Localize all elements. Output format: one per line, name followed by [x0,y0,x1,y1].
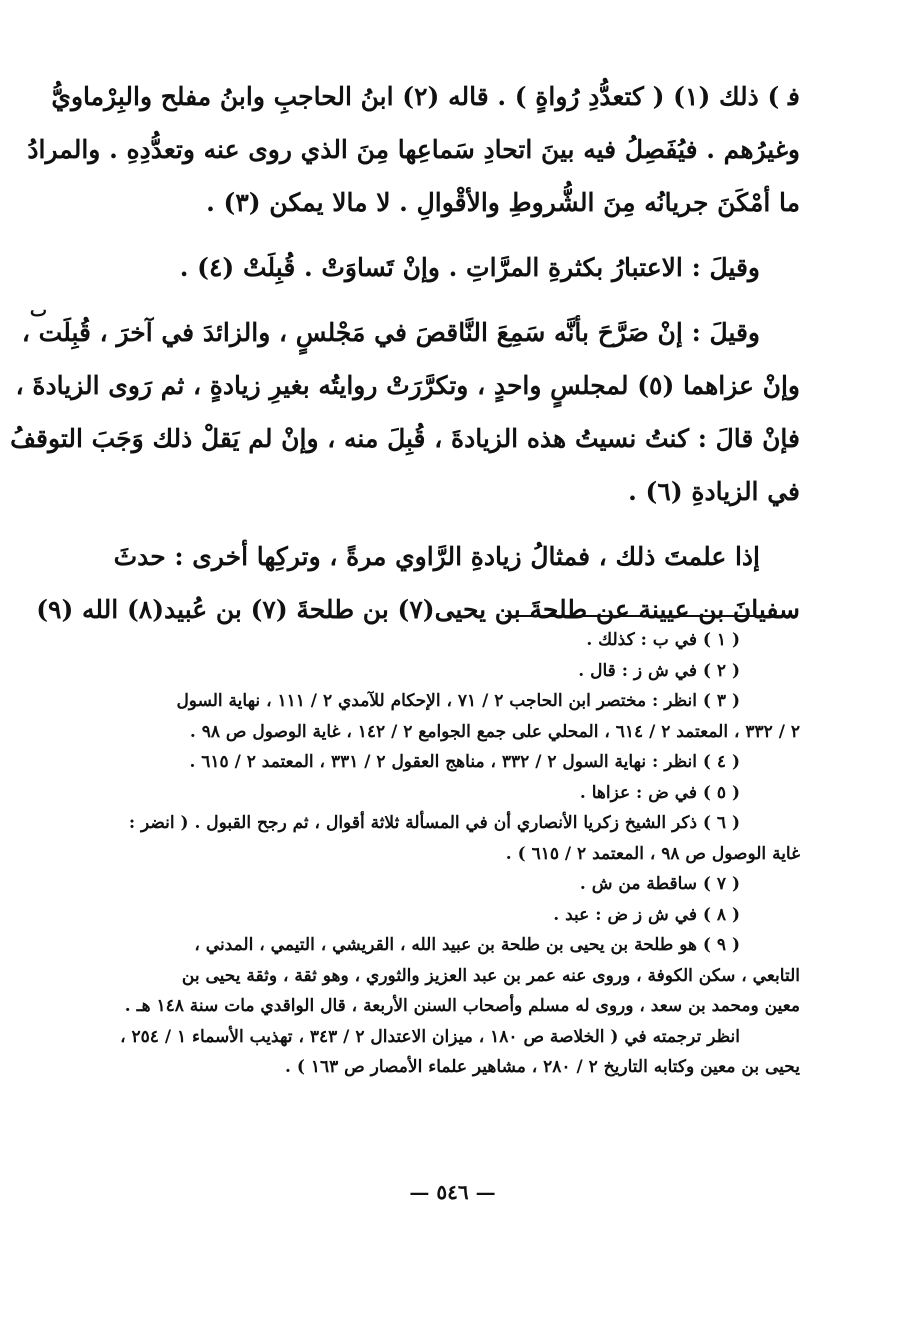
text-line: فإنْ قالَ : كنتُ نسيتُ هذه الزيادةَ ، قُبِلَ منه ، وإنْ لم يَقلْ ذلك وَجَبَ التوقفُ [10,424,800,453]
footnote-line: ( ٧ ) ساقطة من ش . [579,874,740,894]
footnote-line: غاية الوصول ص ٩٨ ، المعتمد ٢ / ٦١٥ ) . [505,843,800,864]
footnote-line: ( ٦ ) ذكر الشيخ زكريا الأنصاري أن في المسألة ثلاثة أقوال ، ثم رجح القبول . ( انضر : [128,813,740,833]
footnote-line: ( ٤ ) انظر : نهاية السول ٢ / ٣٣٢ ، مناهج العقول ٢ / ٣٣١ ، المعتمد ٢ / ٦١٥ . [189,752,740,772]
text-line: وقيلَ : إنْ صَرَّحَ بأنَّه سَمِعَ النَّاقصَ في مَجْلسٍ ، والزائدَ في آخرَ ، قُبِلَت ، [21,318,760,347]
footnote-line: ( ٣ ) انظر : مختصر ابن الحاجب ٢ / ٧١ ، الإحكام للآمدي ٢ / ١١١ ، نهاية السول [176,691,740,711]
paragraph [36,530,800,636]
text-line: ما أمْكَنَ جريانُه مِنَ الشُّروطِ والأقْوالِ . لا مالا يمكن (٣) . [206,188,800,217]
footnote-line: يحيى بن معين وكتابه التاريخ ٢ / ٢٨٠ ، مشاهير علماء الأمصار ص ١٦٣ ) . [285,1057,800,1077]
footnote-line: التابعي ، سكن الكوفة ، وروى عنه عمر بن عبد العزيز والثوري ، وهو ثقة ، وثقة يحيى بن [181,965,800,986]
paragraph [10,306,800,518]
footnote-line: ٢ / ٣٣٢ ، المعتمد ٢ / ٦١٤ ، المحلي على جمع الجوامع ٢ / ١٤٢ ، غاية الوصول ص ٩٨ . [189,721,800,742]
text-line: وإنْ عزاهما (٥) لمجلسٍ واحدٍ ، وتكرَّرَتْ روايتُه بغيرِ زيادةٍ ، ثم رَوى الزيادةَ ، [15,371,800,400]
footnote-line: معين ومحمد بن سعد ، وروى له مسلم وأصحاب السنن الأربعة ، قال الواقدي مات سنة ١٤٨ هـ . [124,996,800,1016]
footnotes [100,625,800,1083]
footnote-line: ( ٢ ) في ش ز : قال . [578,660,740,681]
footnote-line: ( ٥ ) في ض : عزاها . [579,782,740,803]
margin-mark: ٮ [30,300,47,321]
text-line: وقيلَ : الاعتبارُ بكثرةِ المرَّاتِ . وإنْ تَساوَتْ . قُبِلَتْ (٤) . [179,253,760,282]
text-line: ﻓ ) ذلك (١) ( كتعدُّدِ رُواةٍ ) . قاله (٢) ابنُ الحاجبِ وابنُ مفلح والبِرْماويُّ [51,82,800,111]
main-text [10,70,800,636]
paragraph [27,70,800,229]
footnote-line: ( ٨ ) في ش ز ض : عبد . [553,904,740,925]
text-line: إذا علمتَ ذلك ، فمثالُ زيادةِ الرَّاوي مرةً ، وتركِها أخرى : حدثَ [113,542,760,571]
text-line: في الزيادةِ (٦) . [628,477,800,506]
footnote-line: ( ١ ) في ب : كذلك . [586,630,740,650]
footnote-line: انظر ترجمته في ( الخلاصة ص ١٨٠ ، ميزان الاعتدال ٢ / ٣٤٣ ، تهذيب الأسماء ١ / ٢٥٤ ، [120,1026,740,1047]
footnote-separator [505,615,795,617]
text-line: وغيرُهم . فيُفَصِلُ فيه بينَ اتحادِ سَماعِها مِنَ الذي روى عنه وتعدُّدِهِ . والمرادُ [27,135,800,164]
footnote-line: ( ٩ ) هو طلحة بن يحيى بن طلحة بن عبيد الله ، القريشي ، التيمي ، المدني ، [194,935,740,955]
paragraph [100,241,800,294]
page-number: — ٥٤٦ — [409,1180,496,1204]
text-line: سفيانَ بن عيينة عن طلحةَ بن يحيى(٧) بن طلحةَ (٧) بن عُبيد(٨) الله (٩) [36,595,800,624]
